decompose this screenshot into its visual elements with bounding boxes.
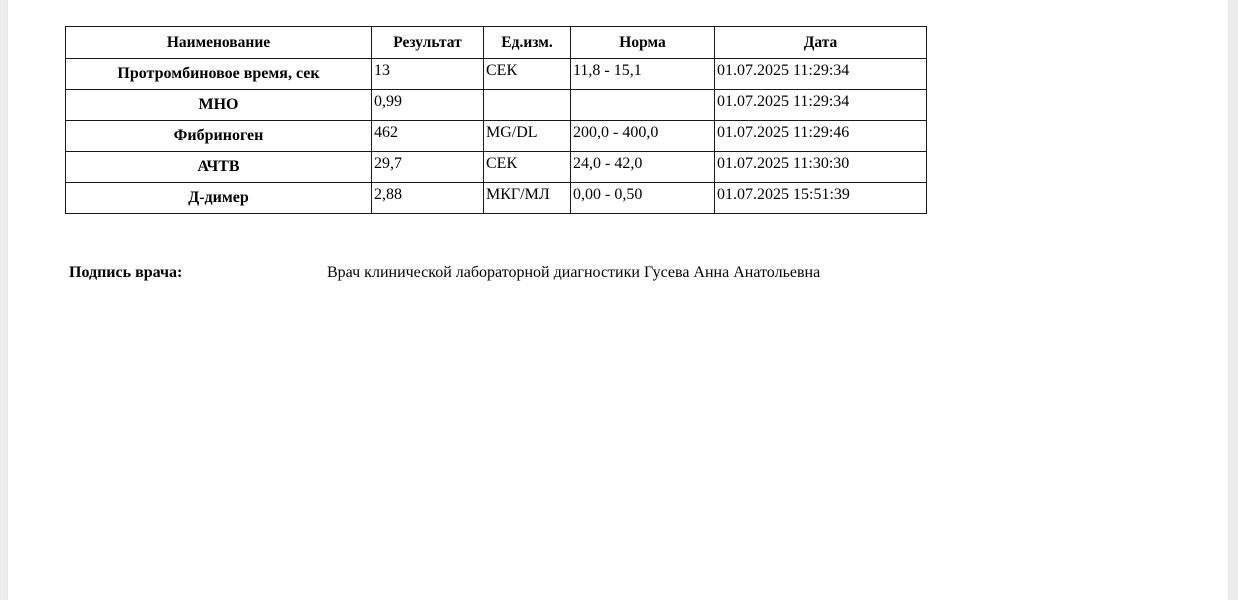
unit-cell: СЕК xyxy=(484,59,571,90)
table-row xyxy=(66,90,927,121)
unit-cell: МКГ/МЛ xyxy=(484,183,571,214)
table-header-row xyxy=(66,27,927,59)
result-cell: 462 xyxy=(372,121,484,152)
header-unit: Ед.изм. xyxy=(484,27,571,59)
date-cell: 01.07.2025 11:29:46 xyxy=(715,121,927,152)
signature-label: Подпись врача: xyxy=(69,264,183,281)
result-cell: 29,7 xyxy=(372,152,484,183)
unit-cell xyxy=(484,90,571,121)
date-cell: 01.07.2025 11:29:34 xyxy=(715,90,927,121)
table-row xyxy=(66,183,927,214)
date-cell: 01.07.2025 15:51:39 xyxy=(715,183,927,214)
test-name-cell: Д-димер xyxy=(66,183,372,214)
document-page xyxy=(8,0,1228,600)
header-name: Наименование xyxy=(66,27,372,59)
date-cell: 01.07.2025 11:30:30 xyxy=(715,152,927,183)
result-cell: 13 xyxy=(372,59,484,90)
result-cell: 0,99 xyxy=(372,90,484,121)
signature-value: Врач клинической лабораторной диагностики Гусева Анна Анатольевна xyxy=(327,264,821,281)
norm-cell: 200,0 - 400,0 xyxy=(571,121,715,152)
unit-cell: СЕК xyxy=(484,152,571,183)
norm-cell: 24,0 - 42,0 xyxy=(571,152,715,183)
test-name-cell: АЧТВ xyxy=(66,152,372,183)
header-norm: Норма xyxy=(571,27,715,59)
norm-cell: 0,00 - 0,50 xyxy=(571,183,715,214)
table-row xyxy=(66,152,927,183)
date-cell: 01.07.2025 11:29:34 xyxy=(715,59,927,90)
lab-results-table xyxy=(65,26,927,214)
header-date: Дата xyxy=(715,27,927,59)
result-cell: 2,88 xyxy=(372,183,484,214)
norm-cell xyxy=(571,90,715,121)
table-row xyxy=(66,121,927,152)
header-result: Результат xyxy=(372,27,484,59)
test-name-cell: МНО xyxy=(66,90,372,121)
test-name-cell: Протромбиновое время, сек xyxy=(66,59,372,90)
table-row xyxy=(66,59,927,90)
norm-cell: 11,8 - 15,1 xyxy=(571,59,715,90)
test-name-cell: Фибриноген xyxy=(66,121,372,152)
unit-cell: MG/DL xyxy=(484,121,571,152)
